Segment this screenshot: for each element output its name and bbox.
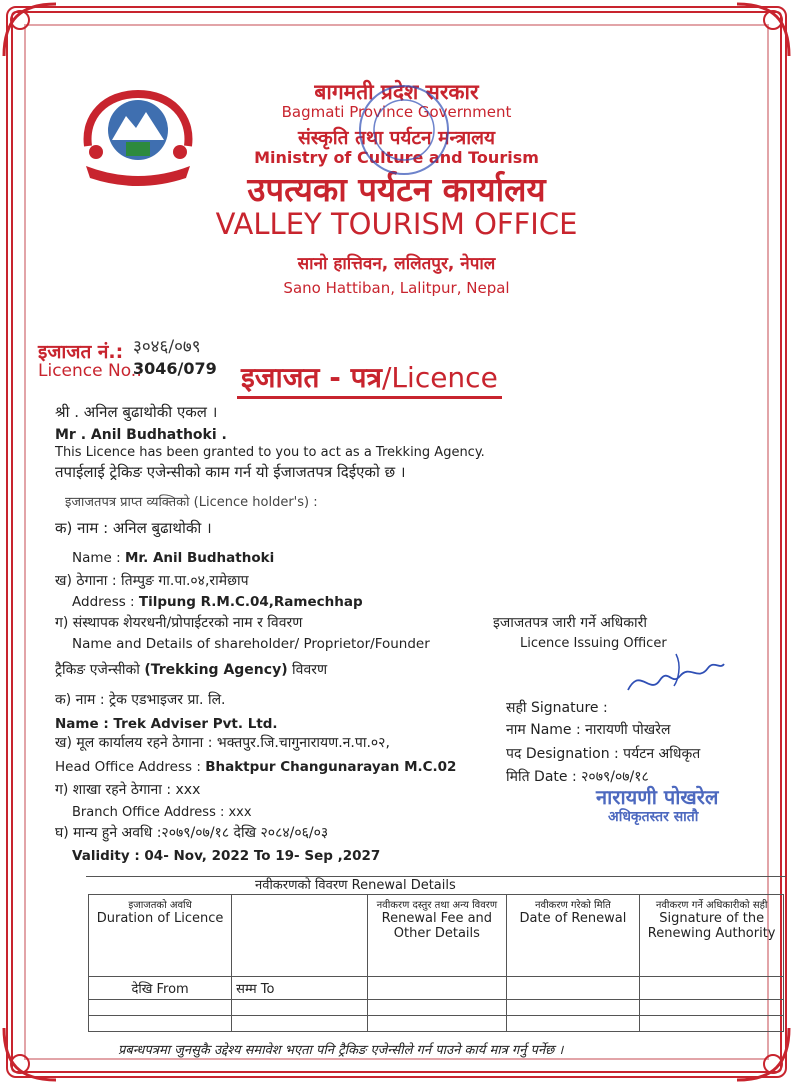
branch-office-en: Branch Office Address : xxx [72, 805, 252, 820]
office-address-np: सानो हात्तिवन, ललितपुर, नेपाल [297, 254, 496, 274]
renewal-empty-cell [89, 1000, 232, 1016]
corner-ornament-icon [733, 0, 793, 60]
officer-date: मिति Date : २०७९/०७/१८ [506, 769, 649, 785]
renewal-col-date-np: नवीकरण गरेको मिति [534, 900, 611, 911]
officer-stamp-rank: अधिकृतस्तर सातौ [608, 809, 699, 825]
officer-designation: पद Designation : पर्यटन अधिकृत [506, 746, 701, 762]
renewal-empty-cell [640, 1000, 784, 1016]
head-office-np: ख) मूल कार्यालय रहने ठेगाना : भक्तपुर.जि.चागुनारायण.न.पा.०२, [55, 735, 390, 751]
holder-name-np: क) नाम : अनिल बुढाथोकी । [55, 519, 212, 537]
agency-heading-en: (Trekking Agency) [144, 662, 288, 678]
renewal-table [88, 894, 784, 1032]
agency-heading [55, 660, 327, 679]
licence-title-np: इजाजत - पत्र [241, 361, 382, 394]
validity-en: Validity : 04- Nov, 2022 To 19- Sep ,2027 [72, 848, 381, 864]
officer-heading-np: इजाजतपत्र जारी गर्ने अधिकारी [493, 615, 647, 631]
corner-ornament-icon [733, 1024, 793, 1084]
grant-statement-en: This Licence has been granted to you to act as a Trekking Agency. [55, 445, 485, 460]
head-office-value: Bhaktpur Changunarayan M.C.02 [205, 759, 457, 775]
office-seal-stamp [356, 82, 452, 178]
renewal-col-duration-en: Duration of Licence [96, 911, 224, 926]
branch-office-np: ग) शाखा रहने ठेगाना : xxx [55, 782, 201, 798]
holder-heading: इजाजतपत्र प्राप्त व्यक्तिको (Licence holder's) : [65, 495, 318, 510]
licence-number-value-en: 3046/079 [133, 359, 217, 378]
holder-address-label: Address : [72, 594, 139, 610]
holder-address-np: ख) ठेगाना : तिम्पुङ गा.पा.०४,रामेछाप [55, 573, 249, 589]
renewal-empty-cell [368, 977, 506, 1000]
renewal-empty-cell [640, 977, 784, 1000]
renewal-heading: नवीकरणको विवरण Renewal Details [255, 878, 456, 893]
agency-name-en: Name : Trek Adviser Pvt. Ltd. [55, 716, 278, 732]
renewal-col-fee-np: नवीकरण दस्तुर तथा अन्य विवरण [376, 900, 498, 911]
renewal-to-cell: सम्म To [232, 977, 368, 1000]
agency-name-np: क) नाम : ट्रेक एडभाइजर प्रा. लि. [55, 692, 226, 708]
renewal-col-blank [232, 895, 368, 977]
licence-number-label-np: इजाजत नं.: [38, 341, 124, 363]
holder-name-en [72, 550, 274, 566]
officer-name: नाम Name : नारायणी पोखरेल [506, 722, 671, 738]
head-office-label: Head Office Address : [55, 759, 206, 775]
holder-name-label: Name : [72, 550, 125, 566]
renewal-col-date-en: Date of Renewal [519, 911, 627, 926]
holder-address-en [72, 594, 363, 610]
ministry-name-en: Ministry of Culture and Tourism [254, 148, 539, 167]
shareholder-heading-np: ग) संस्थापक शेयरधनी/प्रोपाईटरको नाम र विवरण [55, 615, 303, 631]
holder-name-value: Mr. Anil Budhathoki [124, 550, 275, 566]
office-address-en: Sano Hattiban, Lalitpur, Nepal [283, 279, 510, 297]
corner-ornament-icon [0, 1024, 60, 1084]
validity-np: घ) मान्य हुने अवधि :२०७९/०७/१८ देखि २०८४/०६/०३ [55, 825, 329, 841]
grant-statement-np: तपाईलाई ट्रेकिङ एजेन्सीको काम गर्न यो ईजाजतपत्र दिईएको छ । [55, 463, 406, 481]
office-name-en: VALLEY TOURISM OFFICE [215, 207, 578, 241]
officer-stamp-name: नारायणी पोखरेल [596, 785, 719, 809]
office-name-np: उपत्यका पर्यटन कार्यालय [247, 170, 546, 209]
licence-number-label-en: Licence No.: [38, 361, 142, 381]
renewal-col-signature-np: नवीकरण गर्ने अधिकारीको सही [655, 900, 768, 911]
renewal-col-fee-en: Renewal Fee and Other Details [381, 911, 493, 941]
renewal-empty-cell [232, 1000, 368, 1016]
renewal-col-fee [368, 895, 506, 977]
ministry-name-np: संस्कृति तथा पर्यटन मन्त्रालय [297, 127, 496, 149]
renewal-col-date [506, 895, 640, 977]
licence-title [237, 358, 502, 399]
renewal-empty-cell [640, 1016, 784, 1032]
renewal-empty-cell [232, 1016, 368, 1032]
officer-signature-icon [620, 646, 730, 706]
signature-label: सही Signature : [506, 700, 608, 716]
holder-address-value: Tilpung R.M.C.04,Ramechhap [138, 594, 363, 610]
government-name-np: बागमती प्रदेश सरकार [314, 80, 479, 104]
renewal-empty-cell [506, 1016, 640, 1032]
footer-note: प्रबन्धपत्रमा जुनसुकै उद्देश्य समावेश भएता पनि ट्रैकिङ एजेन्सीले गर्न पाउने कार्य मात्र गर्नु पर्नेछ । [118, 1043, 564, 1058]
renewal-empty-cell [368, 1000, 506, 1016]
shareholder-heading-en: Name and Details of shareholder/ Proprietor/Founder [72, 636, 430, 652]
head-office-en [55, 759, 456, 775]
renewal-empty-cell [368, 1016, 506, 1032]
addressee-en: Mr . Anil Budhathoki . [55, 427, 227, 443]
licence-title-en: /Licence [382, 361, 498, 394]
renewal-empty-cell [89, 1016, 232, 1032]
addressee-np: श्री . अनिल बुढाथोकी एकल । [55, 403, 218, 421]
renewal-col-duration-np: इजाजतको अवधि [128, 900, 192, 911]
officer-heading-en: Licence Issuing Officer [520, 636, 667, 651]
renewal-col-duration [89, 895, 232, 977]
renewal-empty-cell [506, 1000, 640, 1016]
corner-ornament-icon [0, 0, 60, 60]
licence-number-value-np: ३०४६/०७९ [133, 337, 201, 357]
government-name-en: Bagmati Province Government [281, 103, 512, 121]
renewal-col-signature-en: Signature of the Renewing Authority [647, 911, 776, 941]
renewal-col-signature [640, 895, 784, 977]
renewal-empty-cell [506, 977, 640, 1000]
renewal-from-cell: देखि From [89, 977, 232, 1000]
agency-heading-np: ट्रैकिङ एजेन्सीको [55, 662, 145, 678]
agency-heading-tail: विवरण [287, 662, 328, 678]
